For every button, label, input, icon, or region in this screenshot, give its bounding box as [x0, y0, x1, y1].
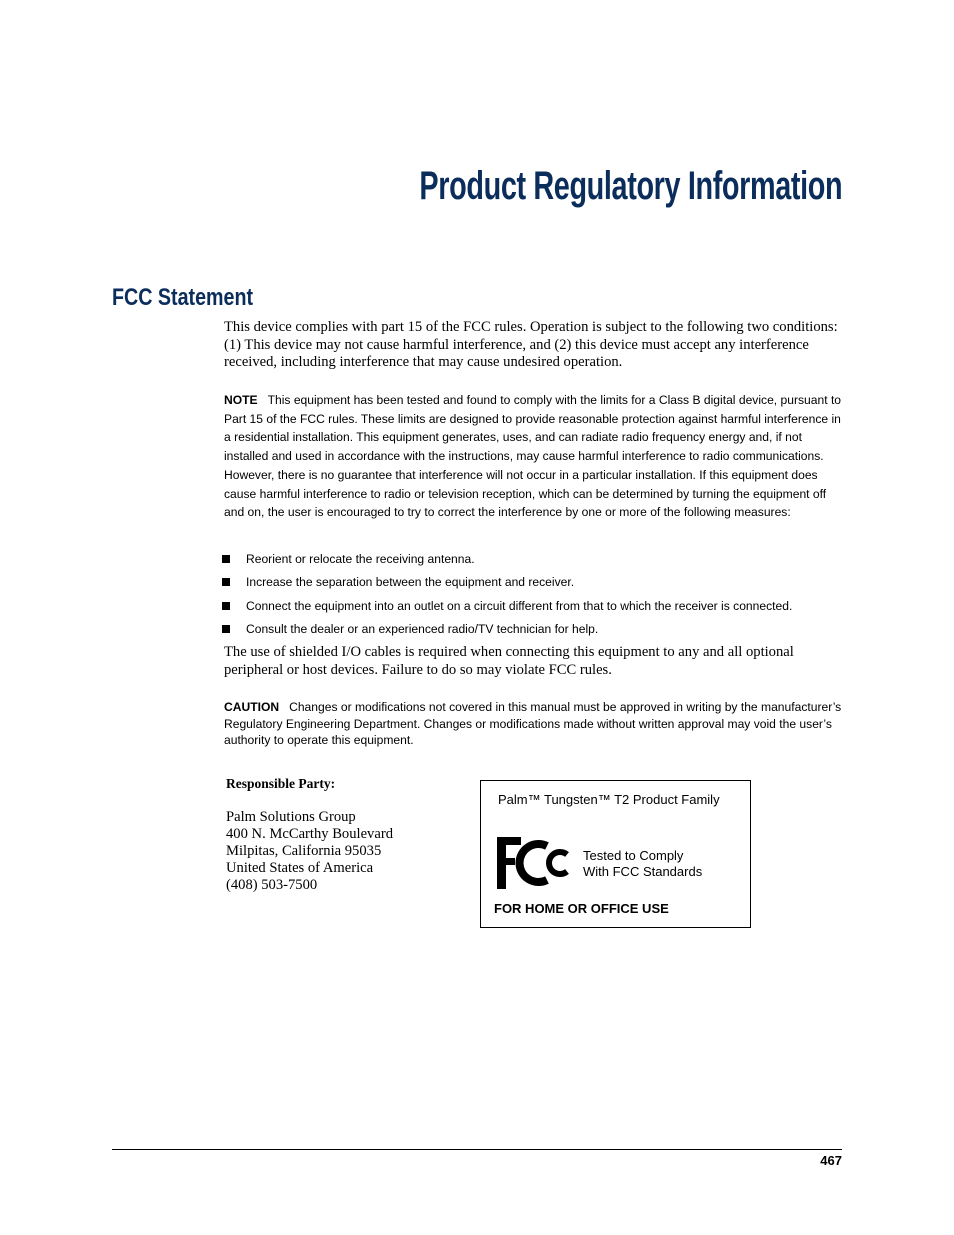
address-line: 400 N. McCarthy Boulevard	[226, 826, 393, 842]
page-number: 467	[820, 1153, 842, 1168]
address-line: United States of America	[226, 860, 374, 876]
address-line: Palm Solutions Group	[226, 809, 356, 825]
square-bullet-icon	[222, 555, 230, 563]
fcc-tested-line: Tested to Comply	[583, 848, 684, 863]
phone-number: (408) 503-7500	[226, 877, 318, 893]
section-title: FCC Statement	[112, 284, 254, 311]
list-item-text: Reorient or relocate the receiving antenna.	[246, 552, 475, 566]
fcc-tested-text	[583, 848, 702, 880]
square-bullet-icon	[222, 625, 230, 633]
fcc-compliance-label	[480, 780, 751, 928]
responsible-party	[226, 775, 393, 894]
list-item-text: Consult the dealer or an experienced radio/TV technician for help.	[246, 621, 599, 636]
product-family: Palm™ Tungsten™ T2 Product Family	[498, 792, 720, 807]
shielded-cables-paragraph: The use of shielded I/O cables is required when connecting this equipment to any and all optional peripheral or host devices. Failure to do so may violate FCC rules.	[224, 644, 794, 678]
footer-divider	[112, 1149, 842, 1150]
address-line: Milpitas, California 95035	[226, 843, 382, 859]
responsible-party-heading: Responsible Party:	[226, 776, 336, 791]
note-paragraph	[224, 391, 846, 522]
fcc-tested-line: With FCC Standards	[583, 864, 703, 879]
fcc-logo-icon	[497, 837, 575, 889]
intro-paragraph: This device complies with part 15 of the FCC rules. Operation is subject to the following two conditions: (1) This device may not cause harmful interference, and (2) this device must accept any interference received, including interference that may cause undesired operation.	[224, 319, 838, 370]
square-bullet-icon	[222, 578, 230, 586]
fcc-use-text: FOR HOME OR OFFICE USE	[494, 901, 669, 916]
measures-list	[222, 550, 852, 643]
caution-text: Changes or modifications not covered in this manual must be approved in writing by the manufacturer’s Regulatory Engineering Department. Changes or modifications made without written approval may void the user’s authority to operate this equipment.	[224, 700, 842, 747]
page-title: Product Regulatory Information	[419, 164, 842, 208]
caution-label: CAUTION	[224, 700, 280, 714]
list-item-text: Connect the equipment into an outlet on a circuit different from that to which the receiver is connected.	[246, 598, 793, 613]
square-bullet-icon	[222, 602, 230, 610]
list-item	[222, 573, 852, 596]
list-item	[222, 620, 852, 643]
list-item	[222, 550, 852, 573]
note-text: This equipment has been tested and found to comply with the limits for a Class B digital device, pursuant to Part 15 of the FCC rules. These limits are designed to provide reasonable protection against harmful interference in a residential installation. This equipment generates, uses, and can radiate radio frequency energy and, if not installed and used in accordance with the instructions, may cause harmful interference to radio communications. However, there is no guarantee that interference will not occur in a particular installation. If this equipment does cause harmful interference to radio or television reception, which can be determined by turning the equipment off and on, the user is encouraged to try to correct the interference by one or more of the following measures:	[224, 393, 842, 520]
caution-paragraph	[224, 699, 846, 749]
list-item	[222, 597, 852, 620]
list-item-text: Increase the separation between the equipment and receiver.	[246, 575, 575, 590]
note-label: NOTE	[224, 393, 258, 407]
